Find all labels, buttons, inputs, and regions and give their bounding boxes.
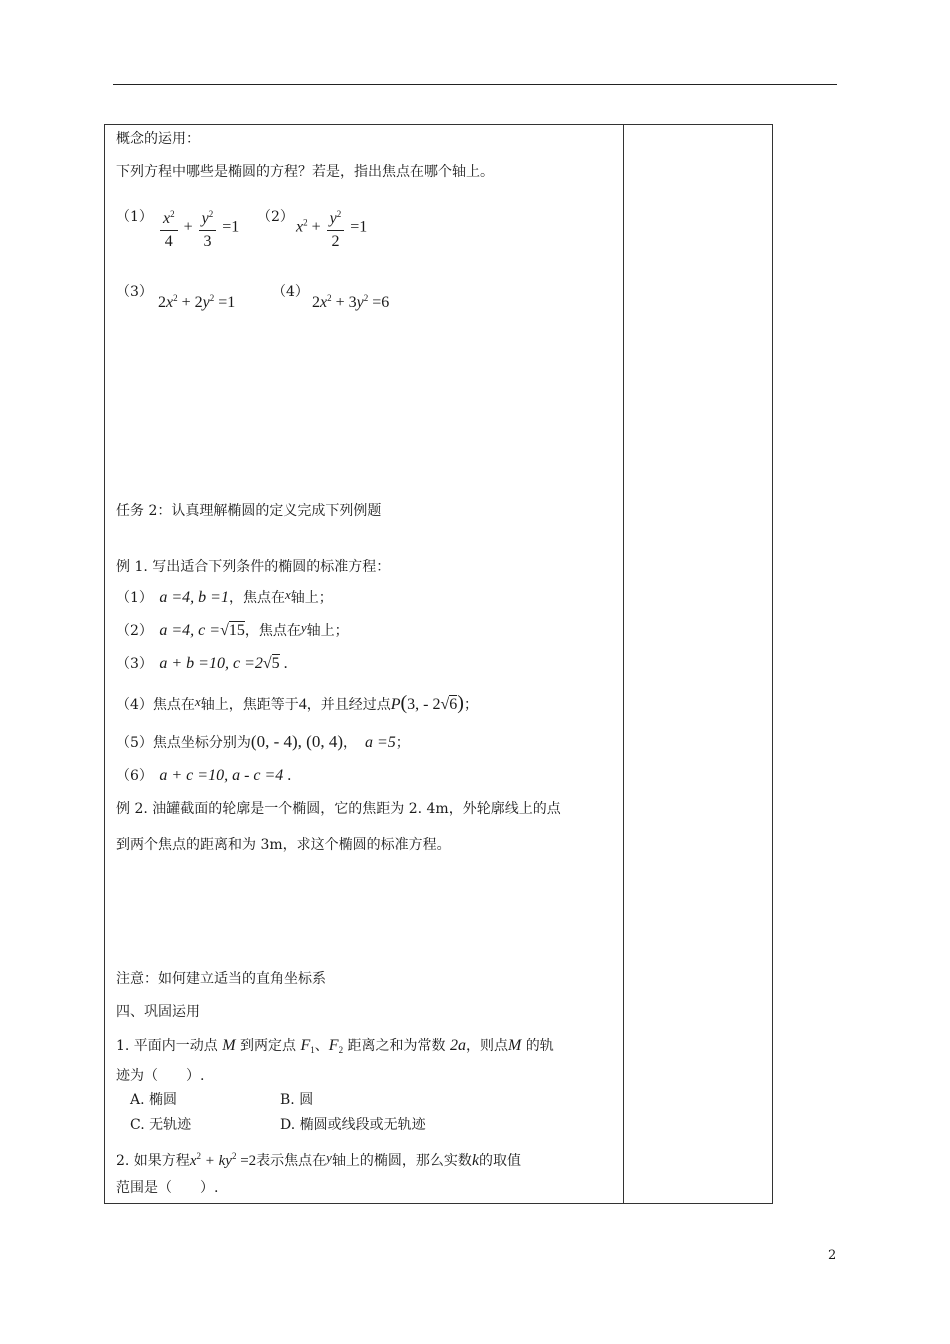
- option-b: B. 圆: [280, 1092, 314, 1108]
- equation-4-label: （4）: [272, 284, 309, 300]
- equation-2: $x^2$ + $\frac{y^2}{2}$ =1: [296, 204, 367, 252]
- task2-heading: 任务 2：认真理解椭圆的定义完成下列例题: [116, 503, 382, 519]
- question-2-line-2: 范围是（ ）.: [116, 1180, 219, 1196]
- option-a: A. 椭圆: [130, 1092, 178, 1108]
- option-c: C. 无轨迹: [130, 1117, 192, 1133]
- note: 注意：如何建立适当的直角坐标系: [116, 971, 326, 987]
- example2-line-2: 到两个焦点的距离和为 3m，求这个椭圆的标准方程。: [116, 837, 451, 853]
- concept-question: 下列方程中哪些是椭圆的方程？若是，指出焦点在哪个轴上。: [116, 164, 494, 180]
- equation-2-label: （2）: [257, 209, 294, 225]
- section4-title: 四、巩固运用: [116, 1004, 200, 1020]
- example1-item-5: （5）焦点坐标分别为(0, - 4), (0, 4)， a =5；: [116, 732, 410, 751]
- example1-item-3: （3） a + b =10, c =2√5 .: [116, 655, 288, 672]
- example1-item-1: （1） a =4, b =1，焦点在x轴上；: [116, 587, 333, 606]
- question-2-line-1: 2. 如果方程$x^2 + ky^2 =2$表示焦点在y轴上的椭圆，那么实数k的取值: [116, 1150, 522, 1169]
- column-divider: [623, 124, 624, 1204]
- example2-line-1: 例 2. 油罐截面的轮廓是一个椭圆，它的焦距为 2. 4m，外轮廓线上的点: [116, 801, 561, 817]
- equation-4: $2x^2 + 3y^2 =6$: [312, 293, 390, 311]
- header-rule: [113, 84, 837, 85]
- equation-1: $\frac{x^2}{4}$ + $\frac{y^2}{3}$ =1: [158, 204, 239, 252]
- equation-3: $2x^2 + 2y^2 =1$: [158, 293, 236, 311]
- option-d: D. 椭圆或线段或无轨迹: [280, 1117, 426, 1133]
- page-number: 2: [828, 1248, 837, 1263]
- example1-intro: 例 1. 写出适合下列条件的椭圆的标准方程：: [116, 559, 391, 575]
- equation-3-label: （3）: [116, 284, 153, 300]
- question-1-line-2: 迹为（ ）.: [116, 1068, 205, 1084]
- example1-item-2: （2） a =4, c =√15，焦点在y轴上；: [116, 620, 349, 639]
- example1-item-6: （6） a + c =10, a - c =4 .: [116, 767, 292, 784]
- concept-heading: 概念的运用：: [116, 131, 200, 147]
- equation-1-label: （1）: [116, 209, 153, 225]
- question-1-line-1: 1. 平面内一动点 M 到两定点 $F_1$、$F_2$ 距离之和为常数 2a，则点M 的轨: [116, 1037, 554, 1055]
- example1-item-4: （4）焦点在x轴上，焦距等于4，并且经过点P(3, - 2√6)；: [116, 692, 478, 714]
